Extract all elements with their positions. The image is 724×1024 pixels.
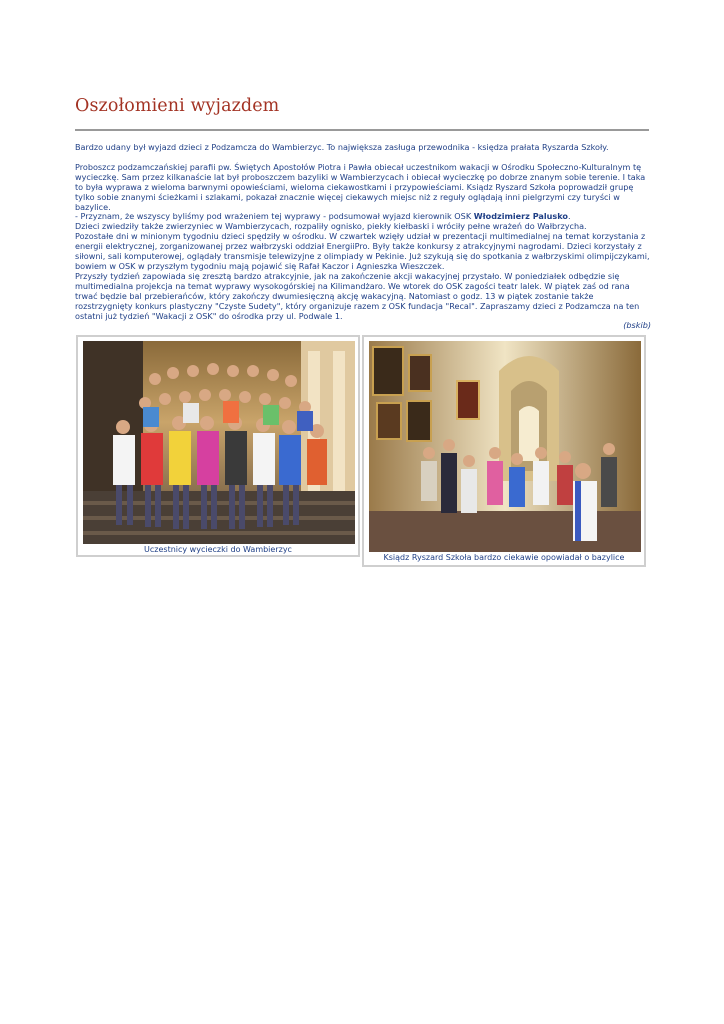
photo-caption-group: Uczestnicy wycieczki do Wambierzyc — [144, 545, 292, 554]
article-body — [75, 143, 651, 331]
title-divider — [75, 129, 649, 131]
author-signature: (bskib) — [623, 320, 651, 331]
quote-text: - Przyznam, że wszyscy byliśmy pod wrażeniem tej wyprawy - podsumował wyjazd kierownik OSK — [75, 211, 474, 222]
paragraph-5: Przyszły tydzień zapowiada się zresztą bardzo atrakcyjnie, jak na zakończenie akcji wakacyjnej przystało. W poniedziałek odbędzie się multimedialna projekcja na temat wyprawy wysokogórskiej na Kilimandżaro. We wtorek do OSK zagości teatr lalek. W piątek zaś od rana trwać będzie bal przebierańców, który zakończy dwumiesięczną akcję wakacyjną. Natomiast o godz. 13 w piątek zostanie także rozstrzygnięty konkurs plastyczny "Czyste Sudety", który organizuje razem z OSK fundacja "Recal". Zapraszamy dzieci z Podzamcza na ten ostatni już tydzień "Wakacji z OSK" do ośrodka przy ul. Podwale 1. — [75, 270, 640, 321]
quote-end: . — [567, 211, 571, 222]
photo-group-on-steps — [83, 341, 355, 544]
article-title: Oszołomieni wyjazdem — [75, 96, 280, 116]
lead-paragraph: Bardzo udany był wyjazd dzieci z Podzamcza do Wambierzyc. To największa zasługa przewodnika - księdza prałata Ryszarda Szkoły. — [75, 142, 609, 152]
photo-caption-basilica: Ksiądz Ryszard Szkoła bardzo ciekawie opowiadał o bazylice — [383, 553, 625, 562]
paragraph-4: Pozostałe dni w minionym tygodniu dzieci spędziły w ośrodku. W czwartek wzięły udział w prezentacji multimedialnej na temat korzystania z energii elektrycznej, zorganizowanej przez wałbrzyski oddział EnergiiPro. Były także konkursy z atrakcyjnymi nagrodami. Dzieci korzystały z siłowni, sali komputerowej, oglądały transmisje telewizyjne z olimpiady w Pekinie. Już szykują się do spotkania z wałbrzyskimi olimpijczykami, bowiem w OSK w przyszłym tygodniu mają pojawić się Rafał Kaczor i Agnieszka Wieszczek. — [75, 231, 650, 271]
photo-basilica-interior — [369, 341, 641, 552]
paragraph-1: Proboszcz podzamczańskiej parafii pw. Świętych Apostołów Piotra i Pawła obiecał uczestnikom wakacji w Ośrodku Społeczno-Kulturalnym tę wycieczkę. Sam przez kilkanaście lat był proboszczem bazyliki w Wambierzycach i obiecał wycieczkę po dobrze znanym sobie terenie. I taka to była wyprawa z wieloma barwnymi opowieściami, wieloma ciekawostkami i przypowieściami. Ksiądz Ryszard Szkoła poprowadził grupę tylko sobie znanymi ścieżkami i szlakami, pokazał znacznie więcej ciekawych miejsc niż z reguły oglądają inni pielgrzymi czy turyści w bazylice. — [75, 161, 646, 212]
person-name: Włodzimierz Palusko — [473, 211, 568, 222]
paragraph-3: Dzieci zwiedziły także zwierzyniec w Wambierzycach, rozpaliły ognisko, piekły kiełbaski i wróciły pełne wrażeń do Wałbrzycha. — [75, 221, 587, 232]
photo-frame-group — [76, 335, 360, 557]
photo-frame-basilica — [362, 335, 646, 567]
